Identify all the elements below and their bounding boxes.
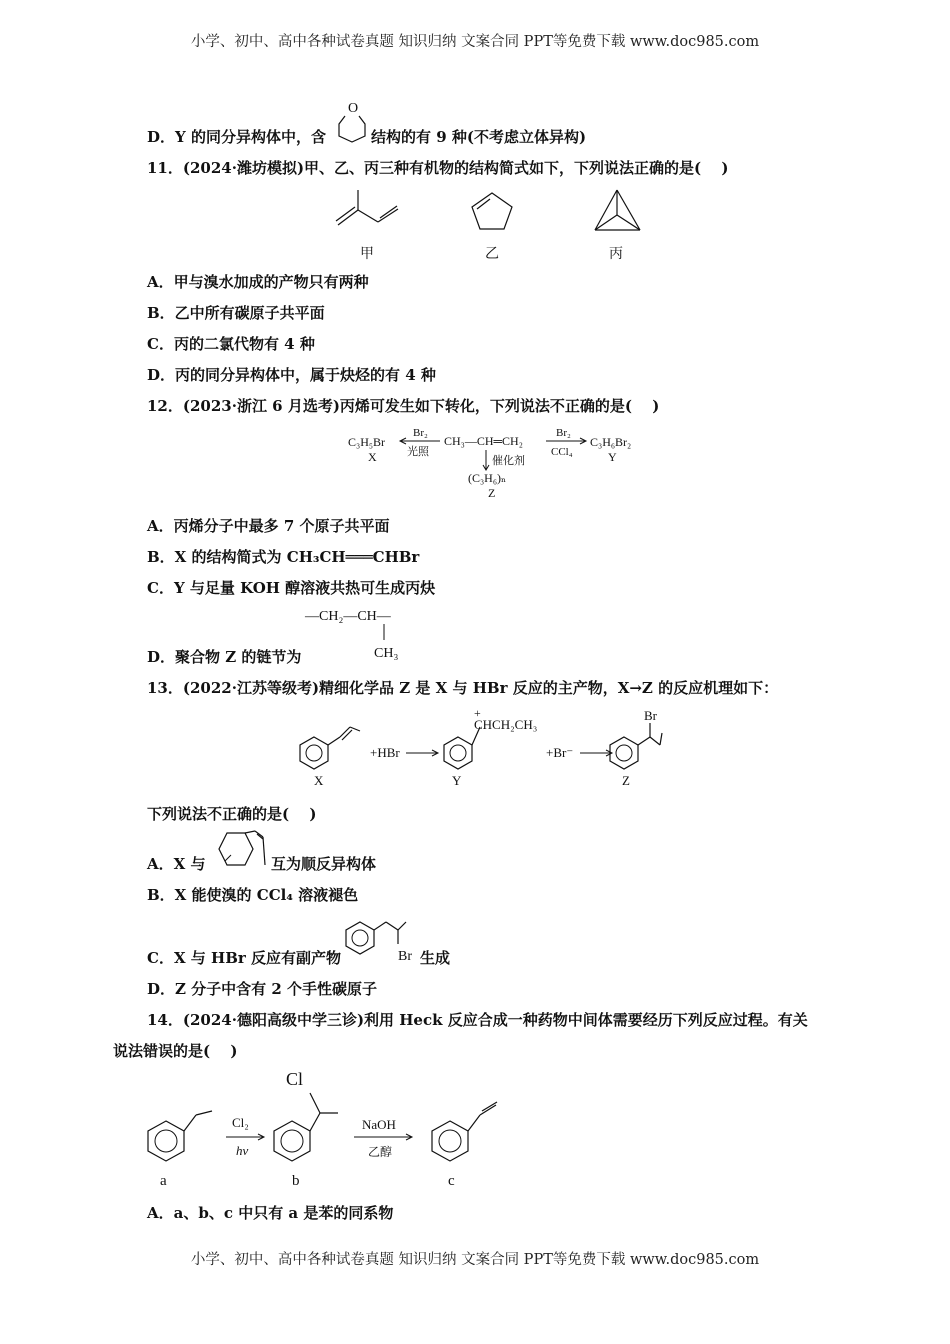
reagent-br-anion: +Br⁻ [546,745,574,760]
structure-jia [336,190,398,225]
q11-option-b: B．乙中所有碳原子共平面 [147,304,325,322]
q13-substem: 下列说法不正确的是( ) [147,805,317,823]
cation-formula: CHCH₂CH₃ [474,717,538,732]
label-x: X [314,773,324,788]
label-z: Z [622,773,630,788]
q14-stem-line1: 14．(2024·德阳高级中学三诊)利用 Heck 反应合成一种药物中间体需要经历下列反应过程。有关 [147,1011,808,1029]
structure-bing [595,190,640,230]
q12-option-c: C．Y 与足量 KOH 醇溶液共热可生成丙炔 [147,579,436,597]
q11-option-c: C．丙的二氯代物有 4 种 [147,335,315,353]
propene-formula: CH₃—CH═CH₂ [444,434,523,448]
q13-option-d: D．Z 分子中含有 2 个手性碳原子 [147,980,378,998]
cond-ccl4: CCl₄ [551,446,573,458]
q13-optA-structure [205,825,275,875]
product-x-formula: C₃H₅Br [348,435,386,449]
benzene-ring-z [610,723,662,769]
q12-reaction-scheme [340,420,660,505]
q11-option-d: D．丙的同分异构体中，属于炔烃的有 4 种 [147,366,436,384]
ring-oxygen-label: O [348,101,359,116]
q13-option-a-prefix: A．X 与 [147,855,206,873]
product-y-label: Y [608,450,617,464]
q14-stem-line2: 说法错误的是( ) [113,1042,238,1060]
structure-yi [472,193,512,229]
optC-br-label: Br [398,949,412,964]
q12-option-b: B．X 的结构简式为 CH₃CH═══CHBr [147,548,420,566]
reagent-br2-left: Br₂ [413,427,428,439]
label-yi: 乙 [485,246,499,262]
product-z-label: Z [488,486,496,500]
benzene-ring-x [300,727,360,769]
reagent-br2-right: Br₂ [556,427,571,439]
product-z-formula: (C₃H₆)ₙ [468,471,507,485]
benzene-ring-y [444,727,480,769]
compound-a [148,1111,212,1161]
q12-stem: 12．(2023·浙江 6 月选考)丙烯可发生如下转化，下列说法不正确的是( ) [147,397,660,415]
repeat-unit-chain: —CH₂—CH— [305,609,391,624]
reagent-cl2: Cl₂ [232,1115,249,1130]
q13-option-b: B．X 能使溴的 CCl₄ 溶液褪色 [147,886,359,904]
cation-plus: + [474,706,481,720]
label-bing: 丙 [609,246,623,262]
q13-option-a-suffix: 互为顺反异构体 [271,855,377,873]
cond-light: 光照 [407,446,429,458]
label-c: c [448,1173,455,1189]
compound-b [274,1093,338,1161]
q12-option-a: A．丙烯分子中最多 7 个原子共平面 [147,517,390,535]
reagent-hbr: +HBr [370,745,400,760]
reagent-naoh: NaOH [362,1117,396,1132]
product-y-formula: C₃H₆Br₂ [590,435,632,449]
q10-option-d-prefix: D．Y 的同分异构体中，含 [147,128,326,146]
q13-option-c-suffix: 生成 [420,949,451,967]
q12-repeat-unit [305,600,425,665]
label-b: b [292,1173,300,1189]
cond-hv: hν [236,1143,249,1158]
q12-option-d: D．聚合物 Z 的链节为 [147,648,302,666]
compound-c [432,1102,497,1161]
label-b-cl: Cl [286,1069,304,1089]
label-jia: 甲 [360,246,374,262]
page-footer: 小学、初中、高中各种试卷真题 知识归纳 文案合同 PPT等免费下载 www.doc985.com [190,1252,760,1268]
repeat-unit-methyl: CH₃ [374,646,399,661]
q13-stem: 13．(2022·江苏等级考)精细化学品 Z 是 X 与 HBr 反应的主产物，X→Z 的反应机理如下： [147,679,779,697]
q11-stem: 11．(2024·潍坊模拟)甲、乙、丙三种有机物的结构简式如下，下列说法正确的是( ) [147,159,729,177]
label-z-br: Br [644,708,657,723]
q13-mechanism [290,705,710,790]
label-a: a [160,1173,167,1189]
q13-option-c-prefix: C．X 与 HBr 反应有副产物 [147,949,341,967]
product-x-label: X [368,450,377,464]
label-y: Y [452,773,462,788]
cond-catalyst: 催化剂 [492,455,525,467]
cond-ethanol: 乙醇 [368,1145,393,1159]
page-header: 小学、初中、高中各种试卷真题 知识归纳 文案合同 PPT等免费下载 www.doc985.com [190,34,760,50]
q10-option-d-suffix: 结构的有 9 种(不考虑立体异构) [371,128,587,146]
oxane-ring-structure [335,98,375,144]
q13-optC-structure [340,910,420,966]
q14-reaction-scheme [140,1065,520,1195]
q14-option-a: A．a、b、c 中只有 a 是苯的同系物 [147,1204,394,1222]
q11-option-a: A．甲与溴水加成的产物只有两种 [147,273,369,291]
q11-structures [330,185,680,240]
